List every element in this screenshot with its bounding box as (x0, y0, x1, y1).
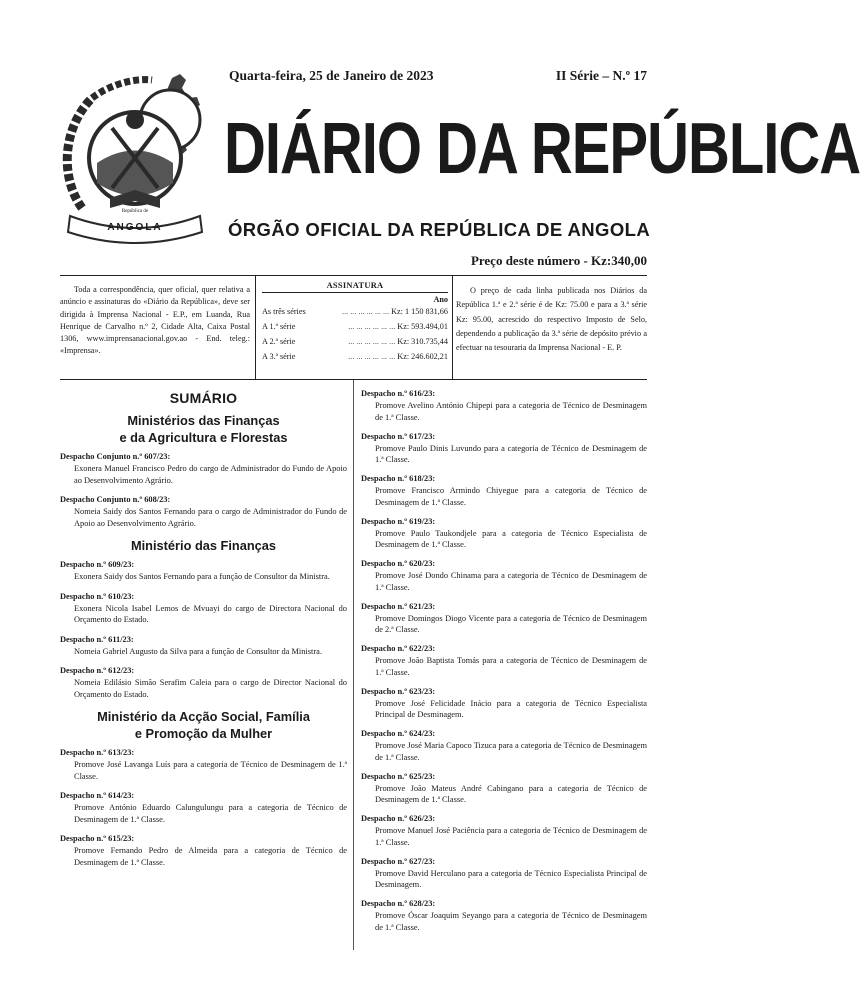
summary-heading: SUMÁRIO (169, 390, 238, 406)
entry-title: Despacho n.º 615/23: (60, 834, 135, 843)
subscription-row-value: Kz: 246.602,21 (397, 352, 448, 361)
entry-text: Nomeia Gabriel Augusto da Silva para a função de Consultor da Ministra. (74, 646, 322, 656)
entry-title: Despacho n.º 610/23: (60, 591, 135, 601)
entry-text: Promove José Dondo Chinama para a categoria de Técnico de Desminagem de 1.ª Classe. (375, 571, 647, 592)
summary-entry (361, 388, 647, 423)
summary-entry (60, 790, 347, 825)
subscription-row-label: A 2.ª série (262, 337, 296, 346)
subscription-row (262, 349, 448, 364)
entry-title: Despacho n.º 612/23: (60, 666, 135, 675)
summary-entry (361, 856, 647, 891)
summary-entry (60, 451, 347, 486)
subscription-row (262, 304, 448, 319)
subscription-row-value: Kz: 593.494,01 (397, 322, 448, 331)
entry-text: Promove David Herculano para a categoria de Técnico Especialista Principal de Desminagem. (375, 868, 647, 889)
entry-title: Despacho n.º 619/23: (361, 516, 436, 526)
entry-text: Promove José Felicidade Inácio para a categoria de Técnico Especialista Principal de Desminagem. (375, 698, 647, 719)
subscription-row-label: A 3.ª série (262, 352, 296, 361)
subscription-row-dots: ... ... ... ... ... ... (342, 307, 390, 316)
subscription-table (262, 281, 448, 364)
entry-title: Despacho n.º 617/23: (361, 431, 436, 441)
subscription-row-dots: ... ... ... ... ... ... (348, 322, 396, 331)
ministry-heading-line: Ministério da Acção Social, Família (97, 709, 310, 724)
divider-vertical (452, 275, 453, 379)
emblem-banner-label: ANGOLA (107, 222, 163, 233)
summary-entry (60, 591, 347, 626)
entry-title: Despacho n.º 627/23: (361, 856, 436, 866)
entry-text: Nomeia Saidy dos Santos Fernando para o cargo de Administrador do Fundo de Apoio ao Desenvolvimento Agrário. (74, 507, 347, 528)
correspondence-notice: Toda a correspondência, quer oficial, quer relativa a anúncio e assinaturas do «Diário da República», deve ser dirigida à Imprensa Nacional - E.P., em Luanda, Rua Henrique de Carvalho n.º 2, Cidade Alta, Caixa Postal 1306, www.imprensanacional.gov.ao - End. teleg.: «Imprensa». (60, 285, 250, 356)
entry-title: Despacho n.º 624/23: (361, 729, 436, 738)
summary-entry (361, 728, 647, 763)
subscription-row-value: Kz: 310.735,44 (397, 337, 448, 346)
subscription-row-dots: ... ... ... ... ... ... (348, 352, 396, 361)
coat-of-arms-emblem (52, 58, 218, 244)
angola-coat-of-arms-icon (52, 58, 218, 244)
subscription-row (262, 319, 448, 334)
ministry-heading-line: e Promoção da Mulher (134, 726, 273, 741)
divider-vertical (255, 275, 256, 379)
summary-entry (60, 494, 347, 529)
entry-text: Exonera Nicola Isabel Lemos de Mvuayi do cargo de Directora Nacional do Orçamento do Estado. (74, 603, 347, 624)
emblem-banner-top: República de (121, 209, 149, 214)
summary-entry (60, 559, 347, 583)
summary-entry (361, 431, 647, 466)
entry-text: Promove Manuel José Paciência para a categoria de Técnico de Desminagem de 1.ª Classe. (375, 826, 647, 847)
column-divider (353, 380, 354, 950)
summary-right-column (361, 388, 647, 941)
series-number: II Série – N.º 17 (555, 68, 647, 83)
entry-title: Despacho n.º 618/23: (361, 474, 436, 483)
summary-entry (361, 473, 647, 508)
entry-text: Promove João Mateus André Cabingano para a categoria de Técnico de Desminagem de 1.ª Classe. (375, 783, 647, 804)
masthead-title: DIÁRIO DA REPÚBLICA (224, 107, 860, 189)
summary-entry (361, 813, 647, 848)
subscription-row (262, 334, 448, 349)
publication-date: Quarta-feira, 25 de Janeiro de 2023 (229, 68, 434, 83)
issue-price: Preço deste número - Kz:340,00 (470, 253, 647, 268)
ministry-heading (60, 537, 347, 554)
entry-text: Promove José Maria Capoco Tizuca para a categoria de Técnico de Desminagem de 1.ª Classe. (375, 741, 647, 762)
divider-top (60, 275, 647, 276)
entry-title: Despacho n.º 628/23: (361, 899, 436, 908)
entry-text: Promove Domingos Diogo Vicente para a categoria de Técnico de Desminagem de 2.ª Classe. (375, 613, 647, 634)
summary-entry (361, 516, 647, 551)
ministry-heading (60, 708, 347, 742)
summary-entry (361, 898, 647, 933)
pricing-notice: O preço de cada linha publicada nos Diários da República 1.ª e 2.ª série é de Kz: 75.00 e para a 3.ª série Kz: 95.00, acrescido do respectivo Imposto de Selo, dependendo a publicação da 3.ª série de depósito prévio a efectuar na tesouraria da Imprensa Nacional - E. P. (456, 286, 647, 353)
entry-title: Despacho n.º 625/23: (361, 771, 436, 781)
entry-text: Nomeia Edilásio Simão Serafim Caleia para o cargo de Director Nacional do Orçamento do Estado. (74, 678, 347, 699)
entry-title: Despacho Conjunto n.º 608/23: (60, 495, 171, 504)
entry-title: Despacho n.º 620/23: (361, 559, 436, 568)
ministry-heading-line: Ministérios das Finanças (127, 413, 280, 428)
summary-entry (361, 643, 647, 678)
subscription-row-value: Kz: 1 150 831,66 (391, 307, 448, 316)
entry-title: Despacho n.º 611/23: (60, 634, 134, 644)
summary-entry (60, 833, 347, 868)
ministry-heading-line: Ministério das Finanças (130, 538, 277, 553)
summary-entry (60, 665, 347, 700)
subscription-row-dots: ... ... ... ... ... ... (348, 337, 396, 346)
entry-title: Despacho n.º 623/23: (361, 686, 436, 696)
subscription-row-label: As três séries (262, 307, 306, 316)
entry-title: Despacho n.º 614/23: (60, 791, 135, 800)
entry-text: Promove Avelino António Chipepi para a categoria de Técnico de Desminagem de 1.ª Classe. (375, 401, 647, 422)
summary-entry (361, 558, 647, 593)
masthead-subtitle: ÓRGÃO OFICIAL DA REPÚBLICA DE ANGOLA (228, 219, 651, 240)
entry-text: Exonera Saidy dos Santos Fernando para a função de Consultor da Ministra. (74, 572, 330, 581)
entry-title: Despacho n.º 609/23: (60, 560, 135, 569)
entry-text: Promove Fernando Pedro de Almeida para a categoria de Técnico de Desminagem de 1.ª Classe. (74, 846, 347, 867)
entry-text: Promove Paulo Taukondjele para a categoria de Técnico Especialista de Desminagem de 1.ª Classe. (375, 528, 647, 549)
subscription-year-label: Ano (433, 295, 448, 304)
entry-title: Despacho n.º 626/23: (361, 814, 436, 823)
entry-title: Despacho n.º 616/23: (361, 389, 436, 398)
entry-title: Despacho n.º 622/23: (361, 644, 436, 653)
ministry-heading (60, 412, 347, 446)
entry-text: Exonera Manuel Francisco Pedro do cargo de Administrador do Fundo de Apoio ao Desenvolvimento Agrário. (74, 464, 347, 485)
ministry-heading-line: e da Agricultura e Florestas (119, 430, 288, 445)
entry-text: Promove Paulo Dinis Luvundo para a categoria de Técnico de Desminagem de 1.ª Classe. (375, 443, 647, 464)
summary-entry (60, 747, 347, 782)
subscription-row-label: A 1.ª série (262, 322, 296, 331)
entry-text: Promove António Eduardo Calungulungu para a categoria de Técnico de Desminagem de 1.ª Classe. (74, 803, 347, 824)
entry-text: Promove Óscar Joaquim Seyango para a categoria de Técnico de Desminagem de 1.ª Classe. (375, 911, 647, 932)
summary-entry (60, 634, 347, 658)
entry-title: Despacho Conjunto n.º 607/23: (60, 452, 171, 461)
summary-left-column (60, 390, 347, 876)
entry-title: Despacho n.º 621/23: (361, 601, 436, 611)
entry-text: Promove João Baptista Tomás para a categoria de Técnico de Desminagem de 1.ª Classe. (375, 656, 647, 677)
subscription-title: ASSINATURA (326, 281, 384, 290)
summary-entry (361, 601, 647, 636)
summary-entry (361, 686, 647, 721)
entry-title: Despacho n.º 613/23: (60, 748, 135, 757)
entry-text: Promove Francisco Armindo Chiyegue para a categoria de Técnico de Desminagem de 1.ª Classe. (375, 486, 647, 507)
summary-entry (361, 771, 647, 806)
entry-text: Promove José Lavanga Luís para a categoria de Técnico de Desminagem de 1.ª Classe. (74, 760, 347, 781)
